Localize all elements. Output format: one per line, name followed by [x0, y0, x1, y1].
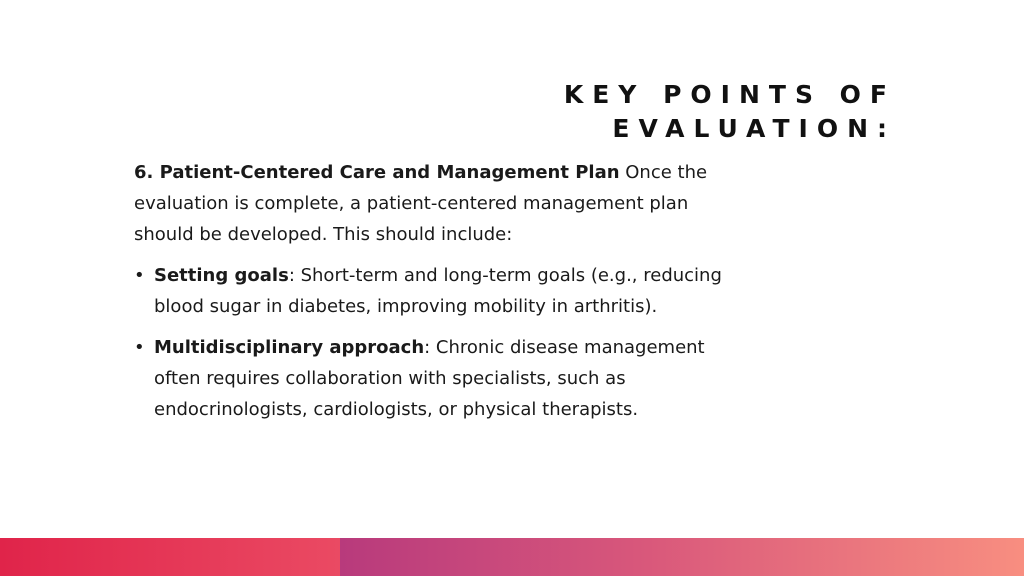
- bullet-item-setting-goals: [134, 260, 734, 322]
- slide-title: KEY POINTS OF EVALUATION:: [563, 80, 896, 143]
- bullet-text: : Short-term and long-term goals (e.g., reducing blood sugar in diabetes, improving mobility in arthritis).: [154, 265, 722, 317]
- bullet-marker: •: [134, 337, 145, 358]
- bullet-term: Setting goals: [154, 265, 289, 286]
- bullet-term: Multidisciplinary approach: [154, 337, 425, 358]
- bullet-text: : Chronic disease management often requires collaboration with specialists, such as endocrinologists, cardiologists, or physical therapists.: [154, 337, 705, 420]
- footer-bar-right: [340, 538, 1024, 576]
- bullet-marker: •: [134, 265, 145, 286]
- footer-bar-left: [0, 538, 340, 576]
- intro-paragraph: [134, 157, 734, 250]
- bullet-list: [134, 260, 734, 425]
- bullet-item-multidisciplinary: [134, 332, 734, 425]
- intro-text: Once the evaluation is complete, a patient-centered management plan should be developed. This should include:: [134, 162, 708, 245]
- slide-body: [134, 157, 734, 435]
- intro-heading: 6. Patient-Centered Care and Management Plan: [134, 162, 620, 183]
